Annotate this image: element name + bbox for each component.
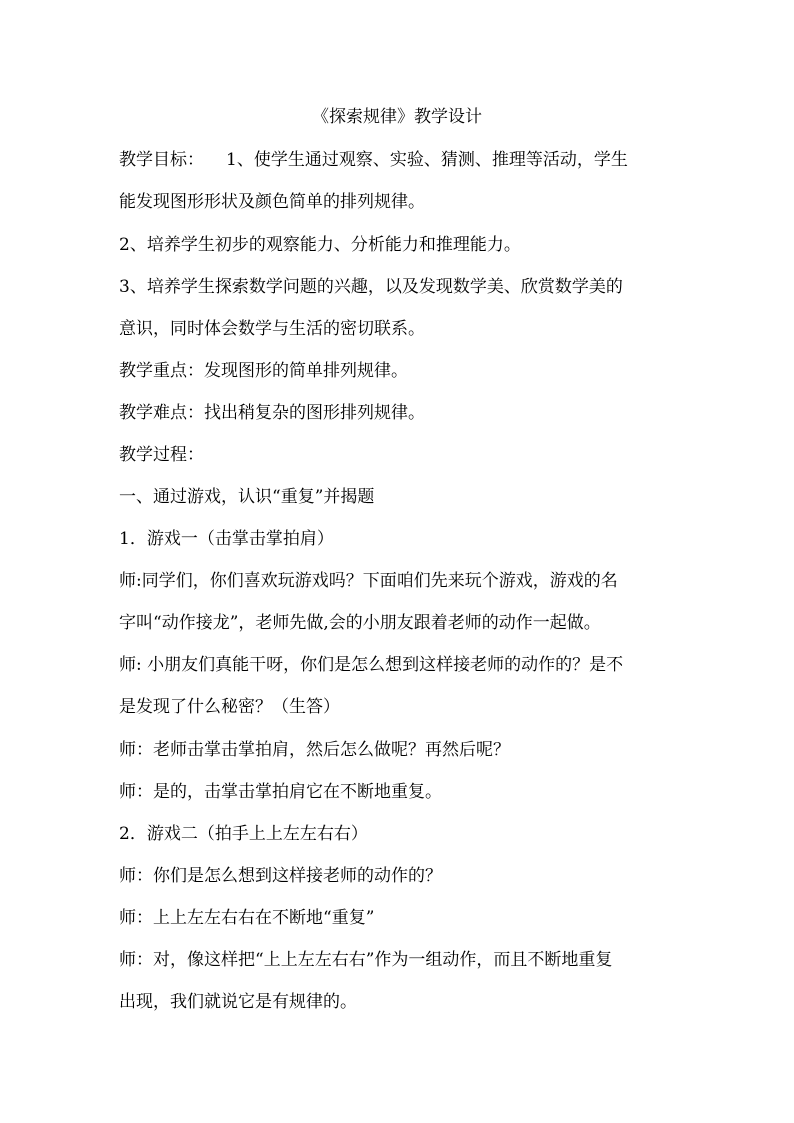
dialogue-line-5: 师：老师击掌击掌拍肩，然后怎么做呢？再然后呢？ bbox=[119, 740, 510, 760]
objective-text: 1、使学生通过观察、实验、猜测、推理等活动，学生 bbox=[226, 150, 628, 170]
difficulty-line: 教学难点：找出稍复杂的图形排列规律。 bbox=[119, 403, 425, 423]
objective-label: 教学目标： bbox=[119, 150, 204, 170]
dialogue-line-4: 是发现了什么秘密？（生答） bbox=[119, 697, 340, 717]
dialogue-line-3: 师: 小朋友们真能干呀，你们是怎么想到这样接老师的动作的？是不 bbox=[119, 655, 624, 675]
dialogue-line-1: 师:同学们，你们喜欢玩游戏吗？下面咱们先来玩个游戏，游戏的名 bbox=[119, 571, 618, 591]
objective-line-2: 能发现图形形状及颜色简单的排列规律。 bbox=[119, 192, 425, 212]
dialogue-line-6: 师：是的，击掌击掌拍肩它在不断地重复。 bbox=[119, 782, 442, 802]
objective-line-3: 2、培养学生初步的观察能力、分析能力和推理能力。 bbox=[119, 235, 521, 255]
objective-line-1 bbox=[119, 146, 679, 174]
dialogue-line-9: 师：对，像这样把“上上左左右右”作为一组动作，而且不断地重复 bbox=[119, 950, 613, 970]
objective-line-5: 意识，同时体会数学与生活的密切联系。 bbox=[119, 319, 425, 339]
objective-line-4: 3、培养学生探索数学问题的兴趣，以及发现数学美、欣赏数学美的 bbox=[119, 277, 623, 297]
document-title: 《探索规律》教学设计 bbox=[312, 107, 482, 127]
process-heading: 教学过程： bbox=[119, 445, 204, 465]
dialogue-line-2: 字叫“动作接龙”，老师先做,会的小朋友跟着老师的动作一起做。 bbox=[119, 613, 601, 633]
key-point-line: 教学重点：发现图形的简单排列规律。 bbox=[119, 361, 408, 381]
section-heading-1: 一、通过游戏，认识“重复”并揭题 bbox=[119, 487, 375, 507]
dialogue-line-7: 师：你们是怎么想到这样接老师的动作的？ bbox=[119, 866, 442, 886]
game-one-heading: 1．游戏一（击掌击掌拍肩） bbox=[119, 529, 334, 549]
dialogue-line-10: 出现，我们就说它是有规律的。 bbox=[119, 992, 357, 1012]
dialogue-line-8: 师：上上左左右右在不断地“重复” bbox=[119, 908, 375, 928]
game-two-heading: 2．游戏二（拍手上上左左右右） bbox=[119, 824, 368, 844]
